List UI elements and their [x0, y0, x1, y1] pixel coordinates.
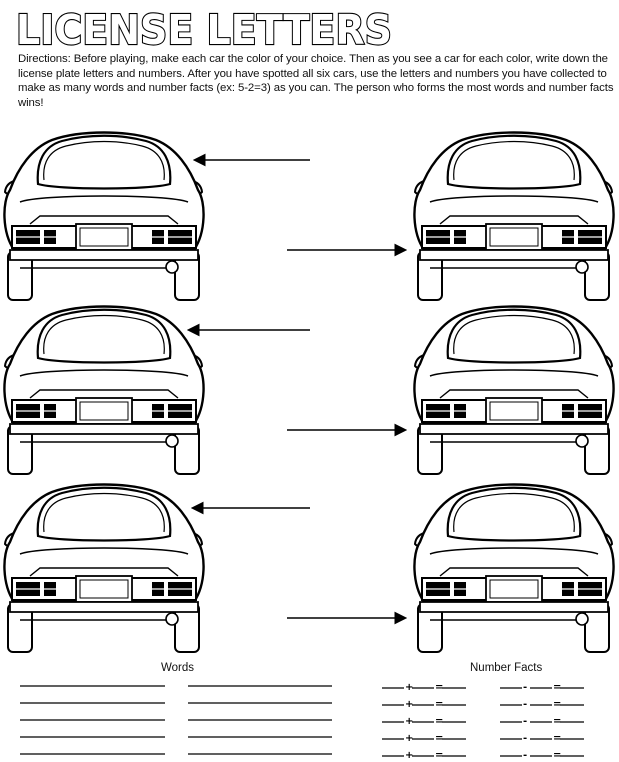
operator-sign: -	[523, 682, 528, 693]
car-1	[4, 133, 203, 301]
equals-sign: =	[553, 750, 562, 761]
number-facts-label: Number Facts	[470, 662, 543, 674]
words-label: Words	[161, 662, 195, 674]
equals-sign: =	[553, 682, 562, 693]
words-lines	[20, 686, 332, 754]
car-2	[414, 133, 613, 301]
page-title: LICENSE LETTERS	[16, 6, 392, 52]
car-6	[414, 485, 613, 653]
equals-sign: =	[553, 733, 562, 744]
operator-sign: +	[405, 682, 414, 693]
operator-sign: -	[523, 733, 528, 744]
operator-sign: -	[523, 750, 528, 761]
equals-sign: =	[435, 733, 444, 744]
car-3	[4, 307, 203, 475]
equals-sign: =	[435, 716, 444, 727]
equals-sign: =	[435, 750, 444, 761]
number-facts-lines	[382, 682, 584, 761]
car-5	[4, 485, 203, 653]
equals-sign: =	[553, 716, 562, 727]
equals-sign: =	[553, 699, 562, 710]
operator-sign: +	[405, 699, 414, 710]
operator-sign: +	[405, 733, 414, 744]
directions-text: Directions: Before playing, make each car the color of your choice. Then as you see a car for each color, write down the license plate letters and numbers. After you have spotted all six cars, use the letters and numbers you have collected to make as many words and number facts (ex: 5-2=3) as you can. The person who forms the most words and number facts wins!	[18, 53, 614, 109]
equals-sign: =	[435, 682, 444, 693]
equals-sign: =	[435, 699, 444, 710]
operator-sign: -	[523, 699, 528, 710]
operator-sign: -	[523, 716, 528, 727]
car-4	[414, 307, 613, 475]
operator-sign: +	[405, 750, 414, 761]
operator-sign: +	[405, 716, 414, 727]
